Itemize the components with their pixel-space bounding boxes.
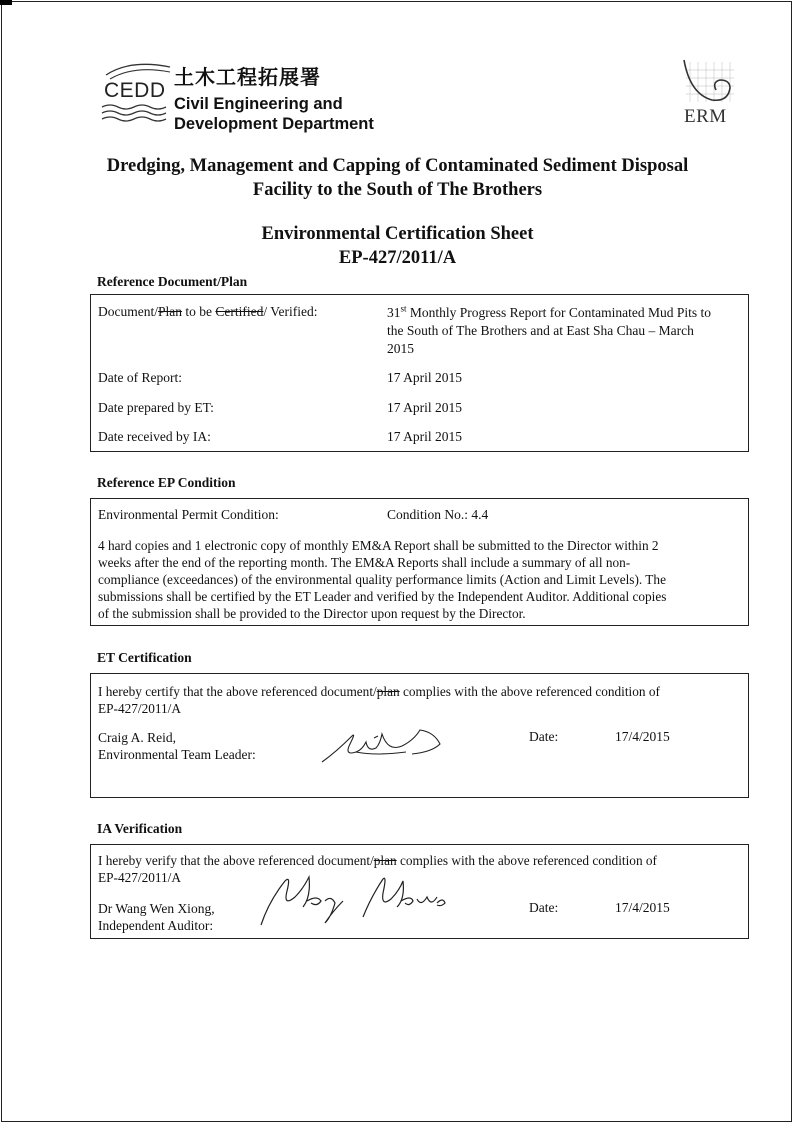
cedd-chinese-name: 土木工程拓展署	[174, 67, 321, 89]
erm-text: ERM	[684, 106, 727, 127]
ep-condition-box	[90, 498, 749, 626]
ia-date-label: Date:	[529, 900, 559, 915]
sheet-title-line1: Environmental Certification Sheet	[261, 224, 534, 244]
cedd-logo	[100, 55, 400, 135]
ia-name: Dr Wang Wen Xiong,	[98, 901, 215, 916]
date-prepared-value: 17 April 2015	[387, 400, 463, 415]
struck-plan: plan	[373, 853, 397, 868]
ia-role: Independent Auditor:	[98, 918, 214, 933]
et-role: Environmental Team Leader:	[98, 747, 256, 762]
ia-signature	[251, 867, 451, 933]
et-date-label: Date:	[529, 729, 559, 744]
date-of-report-value: 17 April 2015	[387, 370, 463, 385]
cedd-name-line1: Civil Engineering and	[174, 95, 343, 113]
et-certification-heading: ET Certification	[97, 650, 192, 665]
reference-document-box	[90, 294, 749, 452]
ia-verification-text: I hereby verify that the above referenced document/plan complies with the above referenced condition of EP-427/2011/A	[98, 853, 657, 885]
ep-condition-text: 4 hard copies and 1 electronic copy of monthly EM&A Report shall be submitted to the Director within 2 weeks after the end of the reporting month. The EM&A Reports shall include a summary of all non- compliance (exceedances) of the environmental quality performance limits (Action and Limit Levels). The submissions shall be certified by the ET Leader and verified by the Independent Auditor. Additional copies of the submission shall be provided to the Director upon request by the Director.	[98, 538, 667, 621]
et-certification-box	[90, 673, 749, 798]
erm-spiral-icon	[676, 58, 736, 108]
ep-condition-heading: Reference EP Condition	[97, 475, 236, 490]
et-signatory	[98, 729, 256, 763]
project-title-line1: Dredging, Management and Capping of Contaminated Sediment Disposal	[106, 156, 689, 176]
et-date-value: 17/4/2015	[615, 729, 670, 744]
corner-mark	[0, 0, 12, 5]
struck-plan: Plan	[158, 304, 183, 319]
ia-date-value: 17/4/2015	[615, 900, 670, 915]
project-title	[0, 154, 795, 202]
ia-signatory	[98, 900, 215, 934]
document-label: Document/Plan to be Certified/ Verified:	[98, 304, 318, 319]
et-signature	[316, 722, 446, 772]
cedd-name-line2: Development Department	[174, 115, 374, 133]
date-received-value: 17 April 2015	[387, 429, 463, 444]
date-prepared-label: Date prepared by ET:	[98, 400, 214, 415]
document-value: 31st Monthly Progress Report for Contaminated Mud Pits to the South of The Brothers and at East Sha Chau – March 2015	[387, 303, 712, 356]
project-title-line2: Facility to the South of The Brothers	[252, 180, 543, 200]
sheet-title-line2: EP-427/2011/A	[338, 248, 457, 268]
permit-condition-label: Environmental Permit Condition:	[98, 507, 279, 522]
date-of-report-label: Date of Report:	[98, 370, 182, 385]
ia-verification-heading: IA Verification	[97, 821, 183, 836]
et-certification-text: I hereby certify that the above referenced document/plan complies with the above referenced condition of EP-427/2011/A	[98, 684, 660, 716]
struck-certified: Certified	[215, 304, 264, 319]
ia-verification-box	[90, 844, 749, 939]
cedd-abbreviation: CEDD	[104, 79, 166, 102]
sheet-title	[0, 222, 795, 270]
struck-plan: plan	[376, 684, 400, 699]
date-received-label: Date received by IA:	[98, 429, 211, 444]
reference-document-heading: Reference Document/Plan	[97, 274, 248, 289]
condition-number: Condition No.: 4.4	[387, 507, 489, 522]
erm-logo	[676, 58, 736, 128]
et-name: Craig A. Reid,	[98, 730, 176, 745]
